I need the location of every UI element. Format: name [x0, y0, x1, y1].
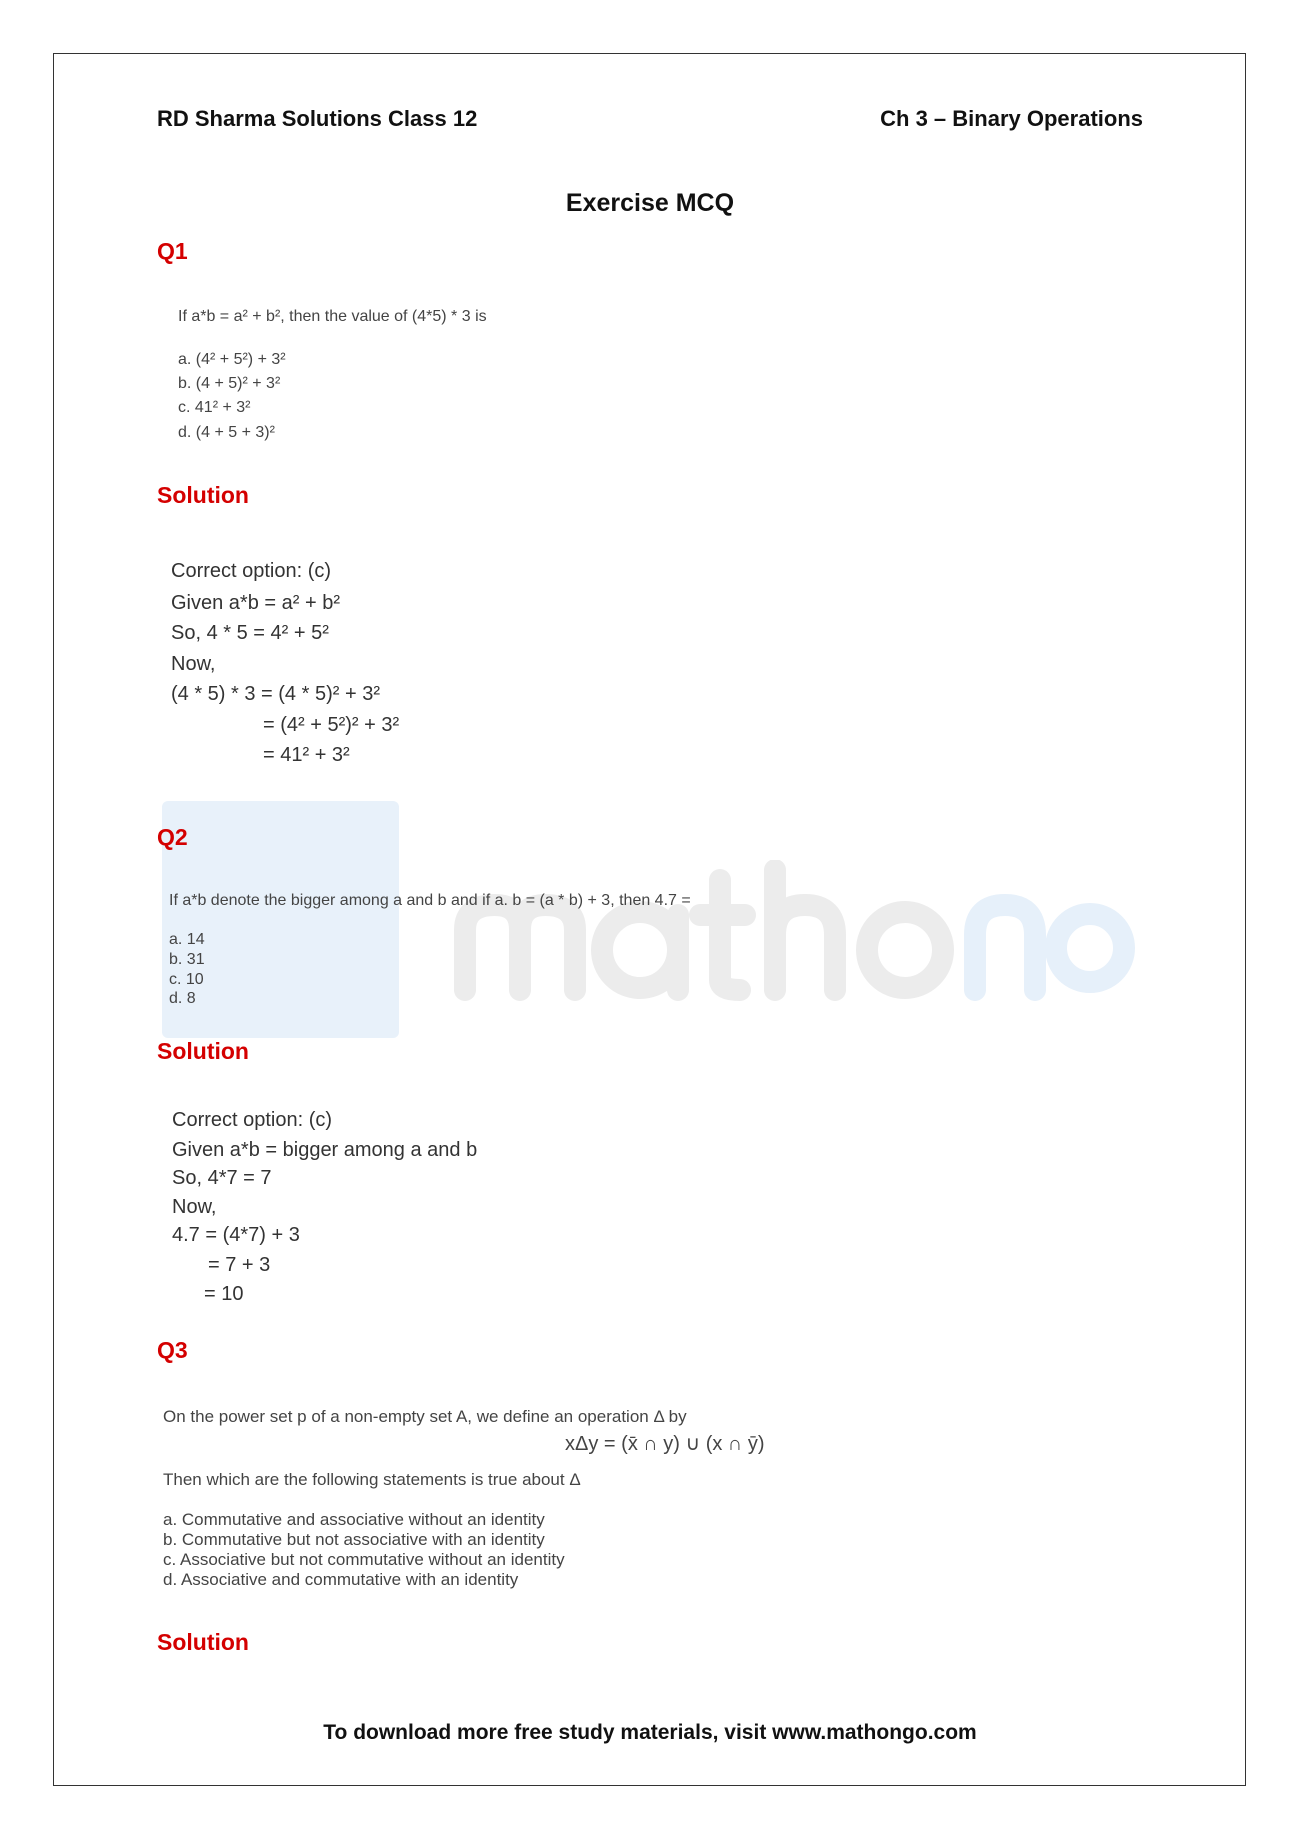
q1-solution-line: Given a*b = a² + b²: [171, 592, 340, 614]
q3-option-a: a. Commutative and associative without an identity: [163, 1510, 545, 1529]
q1-solution-line: So, 4 * 5 = 4² + 5²: [171, 622, 329, 644]
watermark-logo: [162, 801, 399, 1038]
q3-label: Q3: [157, 1337, 188, 1363]
q1-solution-line: = (4² + 5²)² + 3²: [263, 714, 400, 736]
q1-option-c: c. 41² + 3²: [178, 399, 251, 416]
q1-solution-line: Correct option: (c): [171, 560, 332, 582]
q3-question: On the power set p of a non-empty set A, we define an operation Δ by: [163, 1407, 687, 1426]
q1-solution-label: Solution: [157, 482, 249, 508]
q1-option-b: b. (4 + 5)² + 3²: [178, 375, 281, 392]
q1-option-a: a. (4² + 5²) + 3²: [178, 351, 286, 368]
q2-solution-label: Solution: [157, 1038, 249, 1064]
q2-option-b: b. 31: [169, 951, 205, 968]
q1-question: If a*b = a² + b², then the value of (4*5) * 3 is: [178, 308, 487, 325]
page-title: Exercise MCQ: [565, 189, 735, 217]
q2-solution-line: 4.7 = (4*7) + 3: [172, 1224, 300, 1246]
q1-solution-line: = 41² + 3²: [263, 744, 350, 766]
q3-option-d: d. Associative and commutative with an identity: [163, 1570, 519, 1589]
q3-formula: xΔy = (x̄ ∩ y) ∪ (x ∩ ȳ): [565, 1433, 765, 1455]
q3-option-c: c. Associative but not commutative without an identity: [163, 1550, 565, 1569]
q3-question-2: Then which are the following statements is true about Δ: [163, 1470, 581, 1489]
q2-option-d: d. 8: [169, 990, 196, 1007]
q2-solution-line: Correct option: (c): [172, 1109, 333, 1131]
watermark-lettering: [450, 860, 1150, 1010]
q2-label: Q2: [157, 824, 188, 850]
q1-solution-line: (4 * 5) * 3 = (4 * 5)² + 3²: [171, 683, 380, 705]
q3-option-b: b. Commutative but not associative with an identity: [163, 1530, 545, 1549]
q1-label: Q1: [157, 238, 188, 264]
q2-solution-line: = 7 + 3: [208, 1254, 271, 1276]
footer-text: To download more free study materials, visit www.mathongo.com: [323, 1721, 977, 1744]
q2-solution-line: Now,: [172, 1196, 217, 1218]
q2-option-a: a. 14: [169, 931, 205, 948]
q3-solution-label: Solution: [157, 1629, 249, 1655]
header-right: Ch 3 – Binary Operations: [880, 106, 1143, 131]
header-left: RD Sharma Solutions Class 12: [157, 106, 478, 131]
q2-solution-line: = 10: [204, 1283, 244, 1305]
q1-solution-line: Now,: [171, 653, 216, 675]
q2-question: If a*b denote the bigger among a and b and if a. b = (a * b) + 3, then 4.7 =: [169, 892, 691, 909]
q2-solution-line: So, 4*7 = 7: [172, 1167, 272, 1189]
q1-option-d: d. (4 + 5 + 3)²: [178, 424, 275, 441]
q2-solution-line: Given a*b = bigger among a and b: [172, 1139, 478, 1161]
q2-option-c: c. 10: [169, 971, 204, 988]
